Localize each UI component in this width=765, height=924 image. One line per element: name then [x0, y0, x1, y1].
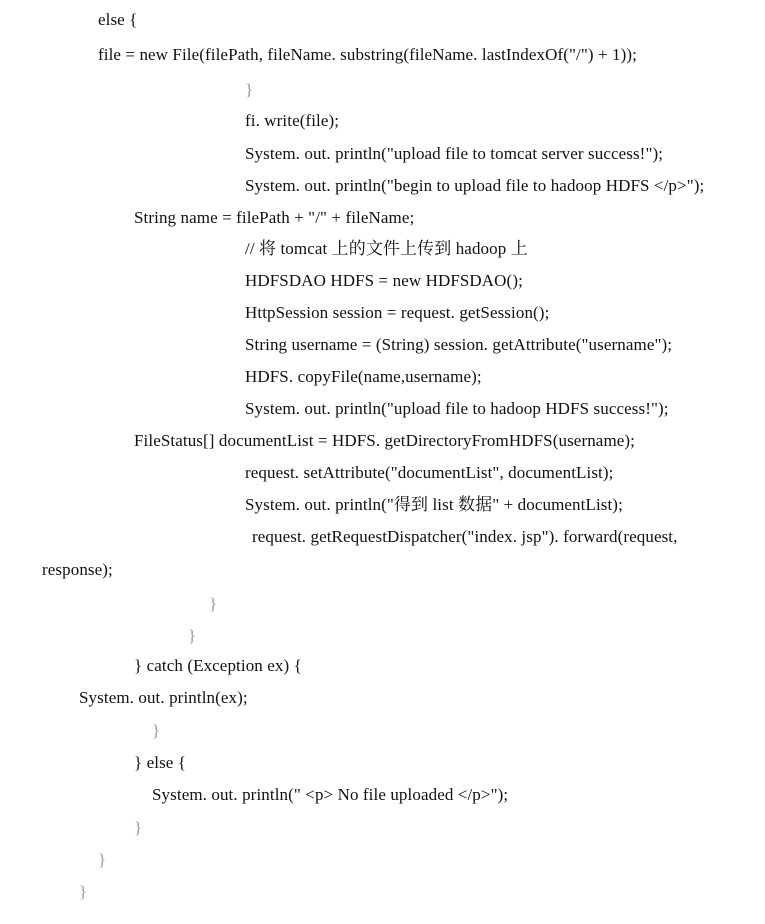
code-line-brace-close: }: [209, 594, 218, 613]
code-line-else-open: else {: [98, 10, 138, 29]
code-line-println-success: System. out. println("upload file to hadoop HDFS success!");: [245, 399, 669, 418]
code-line-string-name: String name = filePath + "/" + fileName;: [134, 208, 415, 227]
code-line-else: } else {: [134, 753, 187, 772]
code-line-setattribute: request. setAttribute("documentList", documentList);: [245, 463, 614, 482]
code-line-dispatcher: request. getRequestDispatcher("index. jsp"). forward(request,: [252, 527, 678, 546]
code-line-hdfsdao: HDFSDAO HDFS = new HDFSDAO();: [245, 271, 523, 290]
code-line-response: response);: [42, 560, 113, 579]
code-line-println-begin: System. out. println("begin to upload file to hadoop HDFS </p>");: [245, 176, 705, 195]
code-line-comment: // 将 tomcat 上的文件上传到 hadoop 上: [245, 239, 528, 258]
code-line-brace-close: }: [79, 882, 88, 901]
code-line-println-nofile: System. out. println(" <p> No file uploaded </p>");: [152, 785, 509, 804]
code-line-println-tomcat: System. out. println("upload file to tomcat server success!");: [245, 144, 664, 163]
code-line-catch: } catch (Exception ex) {: [134, 656, 302, 675]
code-line-file-new: file = new File(filePath, fileName. substring(fileName. lastIndexOf("/") + 1));: [98, 45, 637, 64]
code-line-println-ex: System. out. println(ex);: [79, 688, 248, 707]
code-line-brace-close: }: [98, 850, 107, 869]
code-line-println-list: System. out. println("得到 list 数据" + documentList);: [245, 495, 623, 514]
code-line-username: String username = (String) session. getAttribute("username");: [245, 335, 673, 354]
code-line-brace-close: }: [134, 818, 143, 837]
code-line-fi-write: fi. write(file);: [245, 111, 340, 130]
code-line-filestatus: FileStatus[] documentList = HDFS. getDirectoryFromHDFS(username);: [134, 431, 636, 450]
code-line-brace-close: }: [188, 626, 197, 645]
code-line-copyfile: HDFS. copyFile(name,username);: [245, 367, 482, 386]
code-line-session: HttpSession session = request. getSession();: [245, 303, 550, 322]
code-line-brace-close: }: [245, 80, 254, 99]
code-line-brace-close: }: [152, 721, 161, 740]
